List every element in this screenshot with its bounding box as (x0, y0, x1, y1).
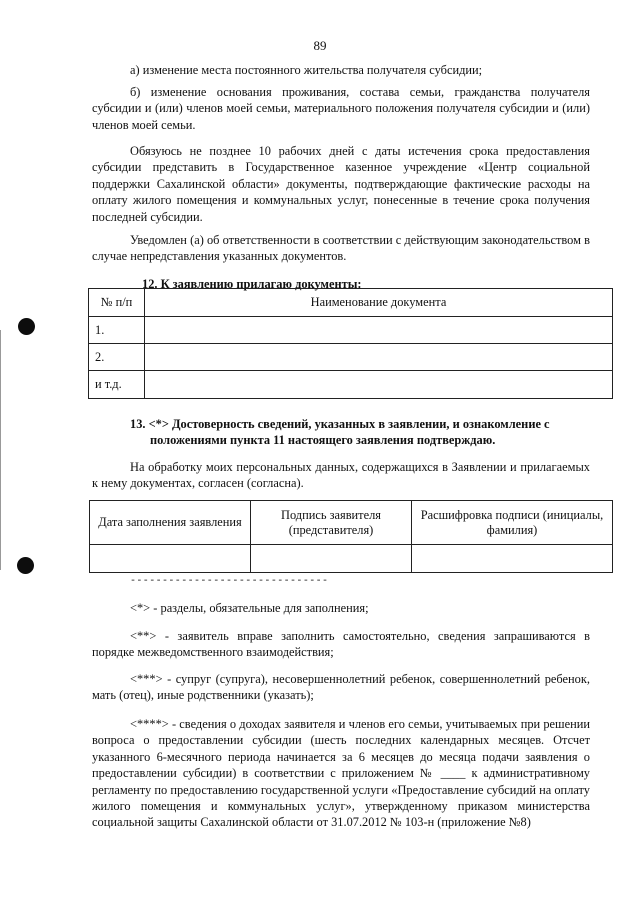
footnote-3: <***> - супруг (супруга), несовершеннолетний ребенок, совершеннолетний ребенок, мать (отец), иные родственники (указать); (92, 672, 590, 703)
row-document-name (145, 371, 613, 399)
consent-paragraph: На обработку моих персональных данных, содержащихся в Заявлении и прилагаемых к нему документах, согласен (согласна). (92, 460, 590, 491)
punch-hole-top (18, 318, 35, 335)
signature-cell (251, 545, 412, 573)
documents-table-header (89, 289, 613, 317)
row-number: 2. (89, 344, 145, 371)
col-date-header: Дата заполнения заявления (90, 501, 251, 545)
table-row (89, 317, 613, 344)
row-number: и т.д. (89, 371, 145, 399)
section13-heading: 13. <*> Достоверность сведений, указанных в заявлении, и ознакомление с положениями пункта 11 настоящего заявления подтверждаю. (130, 417, 550, 448)
footnote-4: <****> - сведения о доходах заявителя и членов его семьи, учитываемых при решении вопроса о предоставлении субсидии (шесть последних календарных месяцев. Отсчет указанного 6-месячного периода начинается за 6 месяцев до месяца подачи заявления о предоставлении субсидии) в соответствии с приложением № ____ к административному регламенту по предоставлению государственной услуги «Предоставление субсидий на оплату жилого помещения и коммунальных услуг», утвержденному приказом министерства социальной защиты Сахалинской области от 31.07.2012 № 103-н (приложение №8) (92, 717, 590, 830)
section12-heading: 12. К заявлению прилагаю документы: (142, 277, 362, 291)
col-document-name-header: Наименование документа (145, 289, 613, 317)
paragraph-b: б) изменение основания проживания, состава семьи, гражданства получателя субсидии и (или) членов моей семьи, материального положения получателя субсидии и (или) членов моей семьи. (92, 85, 590, 132)
signature-table-header (90, 501, 613, 545)
row-document-name (145, 317, 613, 344)
table-row (90, 545, 613, 573)
row-document-name (145, 344, 613, 371)
signature-decoding-cell (412, 545, 613, 573)
col-signature-decoding-header: Расшифровка подписи (инициалы, фамилия) (412, 501, 613, 545)
footnote-1: <*> - разделы, обязательные для заполнения; (130, 601, 369, 615)
col-signature-header: Подпись заявителя (представителя) (251, 501, 412, 545)
footnote-2: <**> - заявитель вправе заполнить самостоятельно, сведения запрашиваются в порядке межведомственного взаимодействия; (92, 629, 590, 660)
page-number: 89 (313, 38, 327, 53)
row-number: 1. (89, 317, 145, 344)
col-number-header: № п/п (89, 289, 145, 317)
table-row (89, 344, 613, 371)
documents-table (88, 288, 613, 399)
table-row (89, 371, 613, 399)
paragraph-obligation: Обязуюсь не позднее 10 рабочих дней с даты истечения срока предоставления субсидии представить в Государственное казенное учреждение «Центр социальной поддержки Сахалинской области» документы, подтверждающие фактические расходы на оплату жилого помещения и коммунальных услуг, понесенные в течение срока получения последней субсидии. (92, 144, 590, 224)
punch-hole-bottom (17, 557, 34, 574)
paragraph-notified: Уведомлен (а) об ответственности в соответствии с действующим законодательством в случае непредставления указанных документов. (92, 233, 590, 264)
scan-edge-line (0, 330, 1, 570)
paragraph-a: а) изменение места постоянного жительства получателя субсидии; (130, 63, 483, 77)
date-cell (90, 545, 251, 573)
footnote-separator: ------------------------------- (130, 576, 329, 587)
signature-table (89, 500, 613, 573)
